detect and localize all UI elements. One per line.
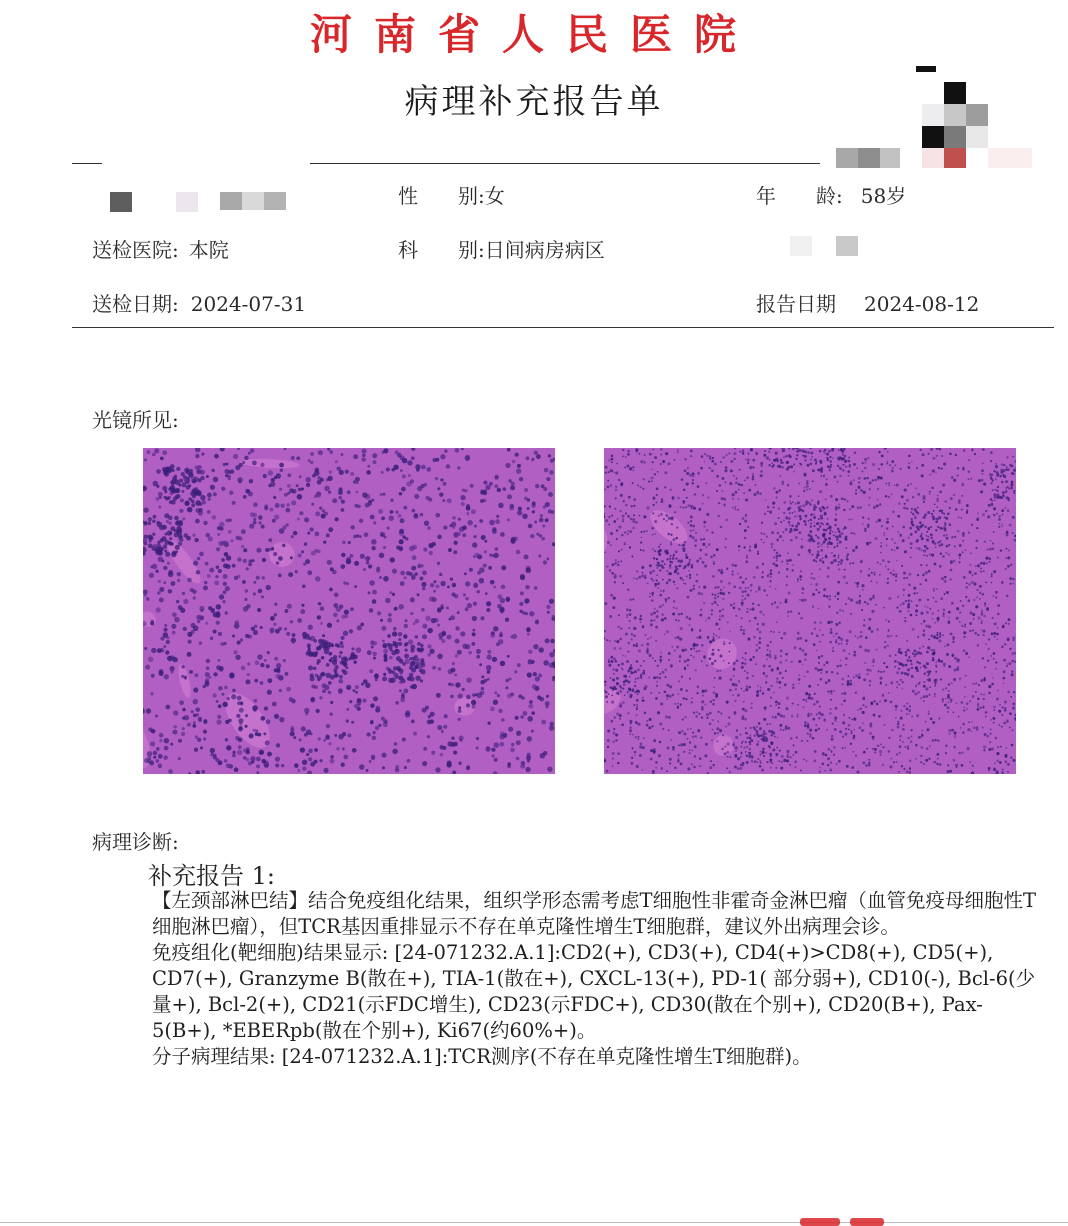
report-date-field xyxy=(756,288,979,317)
diagnosis-label: 病理诊断: xyxy=(92,830,179,854)
micrograph-high-power-image xyxy=(143,448,555,774)
diagnosis-paragraph-conclusion: 【左颈部淋巴结】结合免疫组化结果，组织学形态需考虑T细胞性非霍奇金淋巴瘤（血管免疫母细胞性T细胞淋巴瘤），但TCR基因重排显示不存在单克隆性增生T细胞群，建议外出病理会诊。 xyxy=(152,889,1037,938)
page-bottom-rule xyxy=(0,1222,1068,1223)
gender-label: 性 别: xyxy=(398,184,485,208)
hospital-value: 本院 xyxy=(188,238,229,262)
department-field xyxy=(398,234,605,263)
header-rule-right xyxy=(310,163,820,164)
gender-field xyxy=(398,180,505,209)
report-title: 病理补充报告单 xyxy=(404,82,664,122)
age-label: 年 龄: xyxy=(756,184,843,208)
hospital-field xyxy=(92,234,229,263)
micrograph-low-power xyxy=(604,448,1016,774)
supplement-title: 补充报告 1: xyxy=(148,862,275,890)
report-date-label: 报告日期 xyxy=(756,292,836,316)
info-divider xyxy=(72,327,1054,328)
department-value: 日间病房病区 xyxy=(484,238,605,262)
send-date-value: 2024-07-31 xyxy=(190,292,307,316)
age-field xyxy=(756,180,906,209)
header-rule-left xyxy=(72,163,102,164)
micrograph-high-power xyxy=(143,448,555,774)
gender-value: 女 xyxy=(484,184,505,208)
report-date-value: 2024-08-12 xyxy=(864,292,980,316)
micrograph-low-power-image xyxy=(604,448,1016,774)
microscopy-label: 光镜所见: xyxy=(92,408,179,432)
diagnosis-paragraph-molecular: 分子病理结果: [24-071232.A.1]:TCR测序(不存在单克隆性增生T细胞群)。 xyxy=(152,1045,812,1068)
age-value: 58岁 xyxy=(860,184,907,208)
send-date-field xyxy=(92,288,306,317)
hospital-name: 河南省人民医院 xyxy=(309,10,758,59)
department-label: 科 别: xyxy=(398,238,485,262)
diagnosis-body xyxy=(152,888,1042,1070)
diagnosis-paragraph-ihc: 免疫组化(靶细胞)结果显示: [24-071232.A.1]:CD2(+), CD3(+), CD4(+)>CD8(+), CD5(+), CD7(+), Granzyme B(散在+), TIA-1(散在+), CXCL-13(+), PD-1( 部分弱+), CD10(-), Bcl-6(少量+), Bcl-2(+), CD21(示FDC增生), CD23(示FDC+), CD30(散在个别+), CD20(B+), Pax-5(B+), *EBERpb(散在个别+), Ki67(约60%+)。 xyxy=(152,941,1036,1042)
hospital-label: 送检医院: xyxy=(92,238,179,262)
send-date-label: 送检日期: xyxy=(92,292,179,316)
